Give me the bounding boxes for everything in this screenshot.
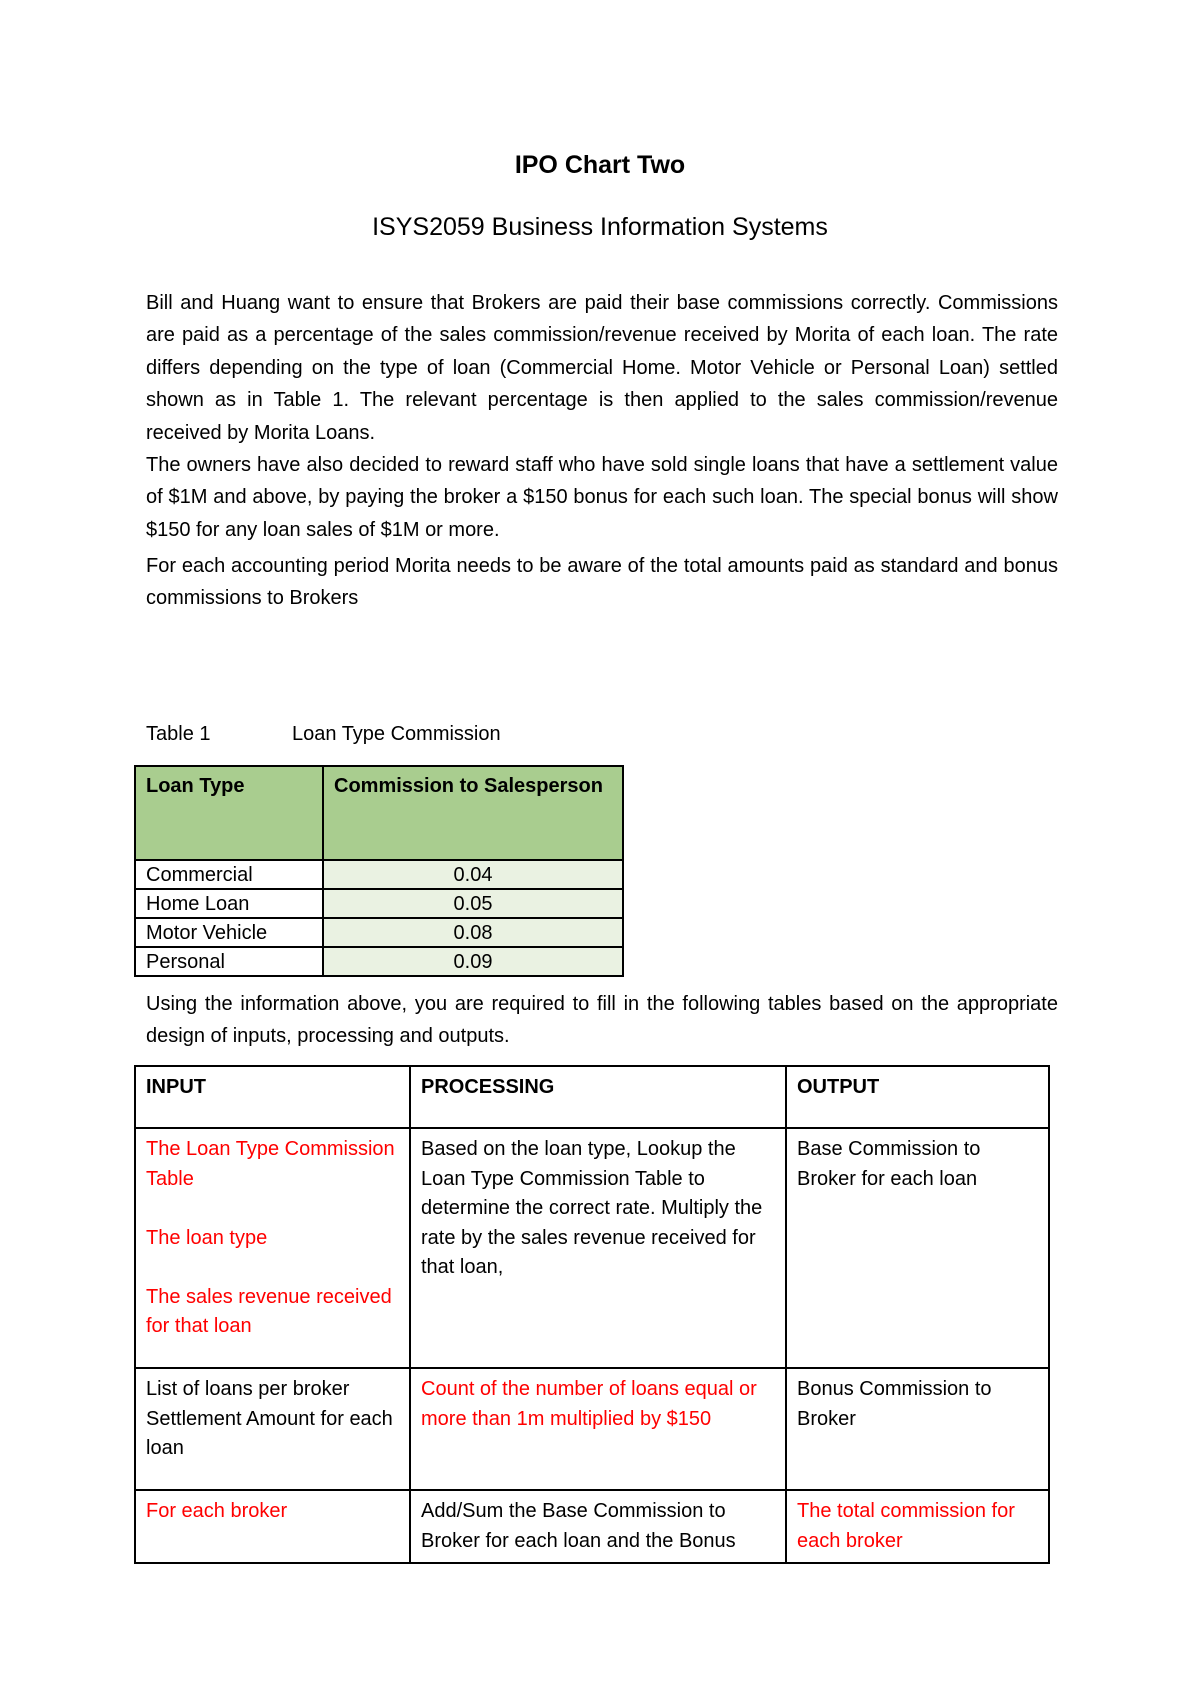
processing-cell: Add/Sum the Base Commission to Broker for each loan and the Bonus bbox=[410, 1490, 786, 1563]
paragraph-bonus-rules: The owners have also decided to reward staff who have sold single loans that have a settlement value of $1M and above, by paying the broker a $150 bonus for each such loan. The special bonus will show $150 for any loan sales of $1M or more. bbox=[146, 454, 1058, 541]
commission-rate-cell: 0.08 bbox=[323, 918, 623, 947]
processing-cell: Based on the loan type, Lookup the Loan Type Commission Table to determine the correct rate. Multiply the rate by the sales revenue received for that loan, bbox=[410, 1128, 786, 1368]
header-processing: PROCESSING bbox=[410, 1066, 786, 1128]
table-header-row bbox=[135, 766, 623, 860]
document-title: IPO Chart Two bbox=[514, 151, 686, 179]
input-item: The loan type bbox=[146, 1226, 268, 1249]
output-cell: Bonus Commission to Broker bbox=[786, 1368, 1049, 1490]
table1-label: Table 1 bbox=[146, 723, 211, 745]
header-output: OUTPUT bbox=[786, 1066, 1049, 1128]
table-row bbox=[135, 918, 623, 947]
commission-rate-cell: 0.04 bbox=[323, 860, 623, 889]
header-loan-type: Loan Type bbox=[135, 766, 323, 860]
header-commission: Commission to Salesperson bbox=[323, 766, 623, 860]
loan-type-cell: Home Loan bbox=[135, 889, 323, 918]
loan-type-cell: Commercial bbox=[135, 860, 323, 889]
commission-rate-cell: 0.09 bbox=[323, 947, 623, 976]
input-item: The Loan Type Commission Table bbox=[146, 1138, 395, 1190]
loan-type-cell: Personal bbox=[135, 947, 323, 976]
table-row bbox=[135, 860, 623, 889]
table-row bbox=[135, 947, 623, 976]
ipo-row-bonus-commission bbox=[135, 1368, 1049, 1490]
ipo-chart-table bbox=[134, 1065, 1050, 1564]
input-cell bbox=[135, 1128, 410, 1368]
document-subtitle: ISYS2059 Business Information Systems bbox=[372, 213, 828, 241]
output-cell: The total commission for each broker bbox=[786, 1490, 1049, 1563]
ipo-header-row bbox=[135, 1066, 1049, 1128]
input-cell: For each broker bbox=[135, 1490, 410, 1563]
processing-cell: Count of the number of loans equal or more than 1m multiplied by $150 bbox=[410, 1368, 786, 1490]
paragraph-commission-rules: Bill and Huang want to ensure that Brokers are paid their base commissions correctly. Commissions are paid as a percentage of the sales commission/revenue received by Morita of each loan. The rate differs depending on the type of loan (Commercial Home. Motor Vehicle or Personal Loan) settled shown as in Table 1. The relevant percentage is then applied to the sales commission/revenue received by Morita Loans. bbox=[146, 292, 1058, 444]
loan-type-commission-table bbox=[134, 765, 624, 977]
output-cell: Base Commission to Broker for each loan bbox=[786, 1128, 1049, 1368]
ipo-row-base-commission bbox=[135, 1128, 1049, 1368]
commission-rate-cell: 0.05 bbox=[323, 889, 623, 918]
table-row bbox=[135, 889, 623, 918]
input-cell: List of loans per broker Settlement Amount for each loan bbox=[135, 1368, 410, 1490]
paragraph-accounting-period: For each accounting period Morita needs to be aware of the total amounts paid as standard and bonus commissions to Brokers bbox=[146, 555, 1058, 610]
table1-caption: Loan Type Commission bbox=[292, 723, 501, 745]
ipo-row-total-commission bbox=[135, 1490, 1049, 1563]
paragraph-instruction: Using the information above, you are required to fill in the following tables based on the appropriate design of inputs, processing and outputs. bbox=[146, 993, 1058, 1048]
input-item: The sales revenue received for that loan bbox=[146, 1285, 392, 1337]
loan-type-cell: Motor Vehicle bbox=[135, 918, 323, 947]
header-input: INPUT bbox=[135, 1066, 410, 1128]
